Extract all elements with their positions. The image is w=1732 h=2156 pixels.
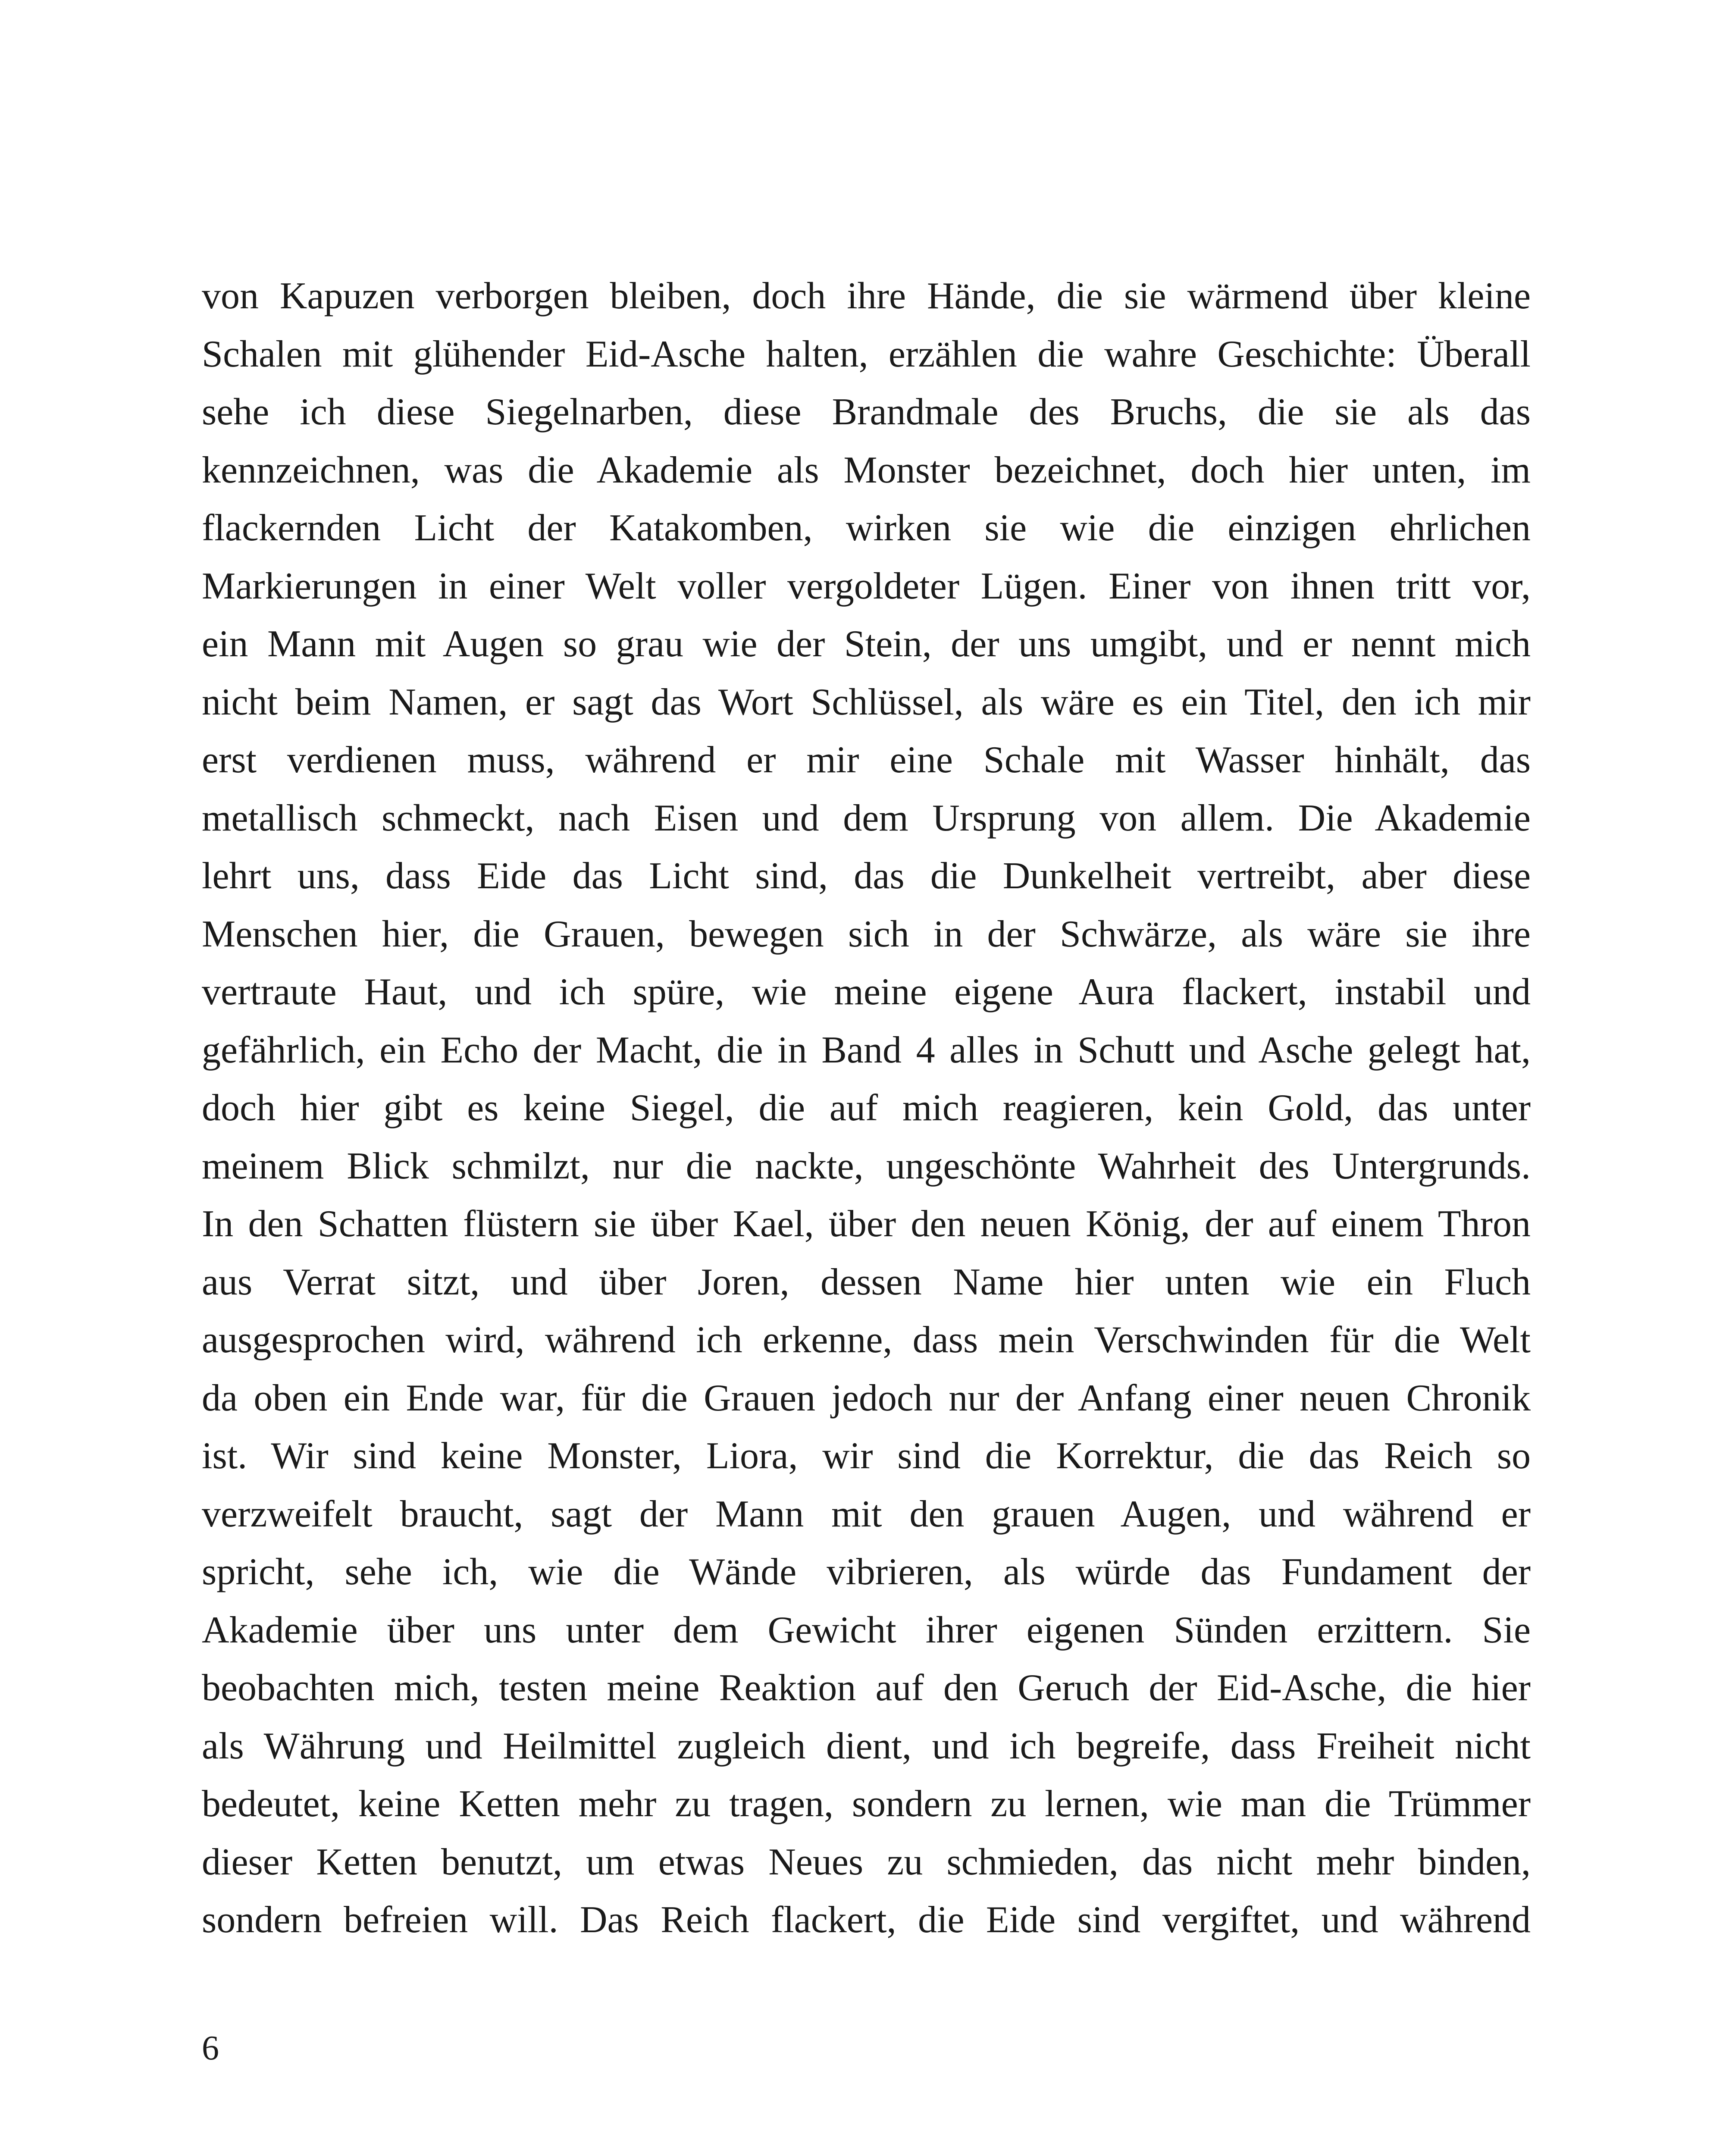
text-line: gefährlich, ein Echo der Macht, die in Band 4 alles in Schutt und Asche gelegt hat,	[202, 1029, 1531, 1071]
text-line: Menschen hier, die Grauen, bewegen sich in der Schwärze, als wäre sie ihre	[202, 913, 1531, 955]
text-line: Akademie über uns unter dem Gewicht ihrer eigenen Sünden erzittern. Sie	[202, 1609, 1531, 1651]
body-paragraph	[202, 267, 1531, 1949]
text-line: da oben ein Ende war, für die Grauen jedoch nur der Anfang einer neuen Chronik	[202, 1377, 1531, 1419]
text-line: spricht, sehe ich, wie die Wände vibrieren, als würde das Fundament der	[202, 1551, 1531, 1593]
text-line: sondern befreien will. Das Reich flackert, die Eide sind vergiftet, und während	[202, 1899, 1531, 1941]
text-line: vertraute Haut, und ich spüre, wie meine eigene Aura flackert, instabil und	[202, 971, 1531, 1013]
text-line: erst verdienen muss, während er mir eine Schale mit Wasser hinhält, das	[202, 739, 1531, 781]
text-line: lehrt uns, dass Eide das Licht sind, das die Dunkelheit vertreibt, aber diese	[202, 855, 1531, 897]
text-line: metallisch schmeckt, nach Eisen und dem Ursprung von allem. Die Akademie	[202, 797, 1531, 839]
text-line: Schalen mit glühender Eid-Asche halten, erzählen die wahre Geschichte: Überall	[202, 333, 1531, 375]
text-line: ist. Wir sind keine Monster, Liora, wir sind die Korrektur, die das Reich so	[202, 1435, 1531, 1477]
text-line: ausgesprochen wird, während ich erkenne, dass mein Verschwinden für die Welt	[202, 1319, 1531, 1361]
text-line: von Kapuzen verborgen bleiben, doch ihre Hände, die sie wärmend über kleine	[202, 275, 1531, 317]
text-line: doch hier gibt es keine Siegel, die auf mich reagieren, kein Gold, das unter	[202, 1087, 1531, 1129]
text-line: verzweifelt braucht, sagt der Mann mit den grauen Augen, und während er	[202, 1493, 1531, 1535]
text-line: flackernden Licht der Katakomben, wirken sie wie die einzigen ehrlichen	[202, 507, 1531, 549]
text-line: ein Mann mit Augen so grau wie der Stein, der uns umgibt, und er nennt mich	[202, 623, 1531, 665]
text-line: In den Schatten flüstern sie über Kael, über den neuen König, der auf einem Thron	[202, 1203, 1531, 1245]
text-line: kennzeichnen, was die Akademie als Monster bezeichnet, doch hier unten, im	[202, 449, 1531, 491]
page-number: 6	[202, 2029, 219, 2067]
text-line: bedeutet, keine Ketten mehr zu tragen, sondern zu lernen, wie man die Trümmer	[202, 1783, 1531, 1825]
text-line: meinem Blick schmilzt, nur die nackte, ungeschönte Wahrheit des Untergrunds.	[202, 1145, 1531, 1187]
text-line: als Währung und Heilmittel zugleich dient, und ich begreife, dass Freiheit nicht	[202, 1725, 1531, 1767]
text-line: aus Verrat sitzt, und über Joren, dessen Name hier unten wie ein Fluch	[202, 1261, 1531, 1303]
text-line: beobachten mich, testen meine Reaktion auf den Geruch der Eid-Asche, die hier	[202, 1667, 1531, 1709]
text-line: nicht beim Namen, er sagt das Wort Schlüssel, als wäre es ein Titel, den ich mir	[202, 681, 1531, 723]
text-line: Markierungen in einer Welt voller vergoldeter Lügen. Einer von ihnen tritt vor,	[202, 565, 1531, 607]
text-line: sehe ich diese Siegelnarben, diese Brandmale des Bruchs, die sie als das	[202, 391, 1531, 433]
text-line: dieser Ketten benutzt, um etwas Neues zu schmieden, das nicht mehr binden,	[202, 1841, 1531, 1883]
